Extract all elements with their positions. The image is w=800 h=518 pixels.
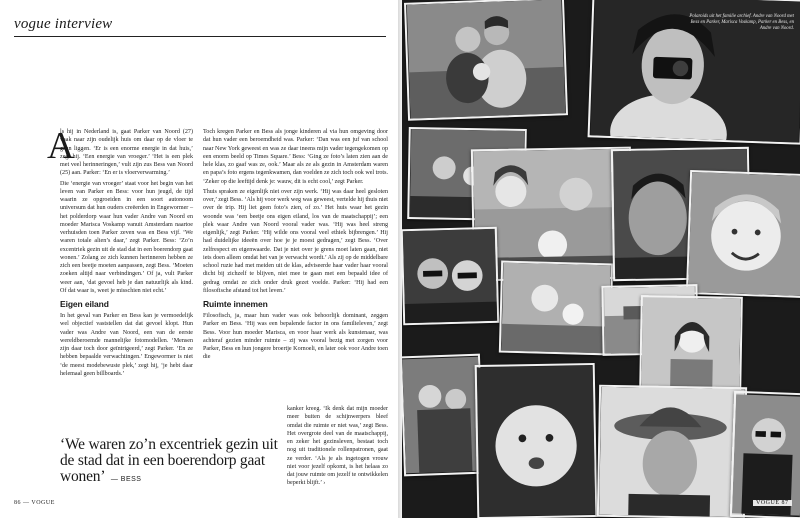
paragraph: Die ‘energie van vroeger’ staat voor het begin van het leven van Parker en Bess: voor hun jeugd, de tijd waarin ze opgroeiden in een soort autonoom universum dat hun ouders creëerden in Engewormer – het polderdorp waar hun vader Andre van Noord en moeder Marisca Voskamp vanuit Amsterdam naartoe verhuisden toen Parker zeven was en Bess vijf. ‘We waren totale alien’s daar,’ zegt Parker. Bess: ‘Zo’n excentriek gezin uit de stad dat in een boerendorp gaat wonen.’ Zolang ze zich kunnen herinneren hebben ze zich een beetje moeten aanpassen, zegt Bess. ‘Moeten zoeken altijd naar verbindingen.’ Of ja, vult Parker weer aan, ‘dat gevoel heb je dan natuurlijk als kind. Of dat waar is, weet je misschien niet echt.’ bbox=[60, 180, 193, 294]
photo-mother-and-child-image bbox=[501, 263, 611, 354]
drop-cap: A bbox=[47, 125, 75, 167]
subheading-eigen-eiland: Eigen eiland bbox=[60, 299, 109, 309]
pull-quote bbox=[60, 437, 290, 488]
text-column-2-continued bbox=[287, 405, 388, 490]
photo-collage-page bbox=[402, 0, 800, 518]
paragraph: kanker kreeg. ‘Ik denk dat mijn moeder meer buiten de schijnwerpers bleef omdat die ruimte er niet was,’ zegt Bess. Het overgrote deel van de maatschappij, en zeker het gezinsleven, bestaat toch nog uit traditionele rollenpatronen, gaat ze verder. ‘Als je als ingetogen vrouw niet voor jezelf opkomt, is het helaas zo dat jouw ruimte om jezelf te ontwikkelen beperkt blijft.’ › bbox=[287, 406, 388, 487]
paragraph: In het geval van Parker en Bess kan je vermoedelijk wel objectief vaststellen dat dat gevoel klopt. Hun vader was Andre van Noord, een van de eerste wereldberoemde mannelijke fotomodellen. ‘Mensen zijn daar toch door geïntrigeerd,’ zegt Parker. ‘En ze hebben bepaalde verwachtingen.’ Engewormer is niet ‘de meest modebewuste plek,’ zegt hij, ‘je hebt daar helemaal geen billboards.’ bbox=[60, 313, 193, 377]
photo-mother-and-child bbox=[499, 261, 613, 356]
text-column-1 bbox=[60, 128, 193, 380]
photo-woman-portrait bbox=[639, 295, 743, 393]
photo-woman-portrait-image bbox=[641, 297, 741, 391]
photo-couple-sunglasses-image bbox=[403, 229, 497, 323]
photo-smiling-child-image bbox=[688, 172, 800, 296]
photo-caption: Polaroids uit het familie archief. Andre van Noord met Bess en Parker, Marisca Voskamp, Parker en Bess, en Andre van Noord. bbox=[689, 14, 794, 32]
photo-couple-with-baby bbox=[404, 0, 568, 121]
folio-left: 86 — VOGUE bbox=[14, 500, 55, 506]
photo-man-with-hat-image bbox=[599, 387, 745, 517]
photo-couple-outdoors bbox=[402, 354, 484, 477]
paragraph: Toch kregen Parker en Bess als jonge kinderen al via hun omgeving door dat hun vader een beroemdheid was. Parker: ‘Dan was een juf van school naar New York geweest en was ze daar ineens mijn vader tegengekomen op een enorm beeld op Times Square.’ Bess: ‘Ging ze foto’s laten zien aan de hele klas, zo gaaf was ze, ook.’ Maar als ze als gezin in Amsterdam waren en papa’s foto ergens tegenkwamen, dan voelden ze zich toch ook wel trots. ‘Zeker op die leeftijd denk je: wauw, dit is echt cool,’ zegt Parker. bbox=[203, 129, 389, 185]
photo-man-with-glasses-image bbox=[732, 393, 800, 517]
photo-baby-closeup-image bbox=[477, 365, 596, 517]
photo-couple-sunglasses bbox=[402, 227, 499, 325]
pull-quote-text: ‘We waren zo’n excentriek gezin uit de stad dat in een boerendorp gaat wonen’ bbox=[60, 436, 278, 485]
photo-smiling-child bbox=[686, 170, 800, 298]
photo-man-with-glasses bbox=[730, 391, 800, 518]
text-column-2 bbox=[203, 128, 388, 364]
section-rule bbox=[14, 36, 386, 37]
photo-baby-closeup bbox=[475, 363, 598, 518]
section-label: vogue interview bbox=[14, 16, 113, 32]
pull-quote-attribution: — BESS bbox=[110, 476, 142, 483]
photo-man-with-hat bbox=[597, 385, 747, 518]
photo-couple-outdoors-image bbox=[402, 356, 482, 475]
left-page bbox=[0, 0, 398, 518]
paragraph: Filosofisch, ja, maar hun vader was ook behoorlijk dominant, zeggen Parker en Bess. ‘Hij was een bepalende factor in ons familieleven,’ zegt Bess. Voor hun moeder Marisca, en voor haar werk als kunstenaar, was achteraf gezien minder ruimte – zij was vooral bezig met zorgen voor Parker, Bess en hun jongere broertje Kornoeli, en later ook voor Andre toen die bbox=[203, 313, 388, 361]
folio-right: VOGUE 87 bbox=[753, 500, 792, 506]
paragraph: ls hij in Nederland is, gaat Parker van Noord (27) vaak naar zijn oudelijk huis om daar op de vloer te gaan liggen. ‘Er is een enorme energie in dat huis,’ zegt hij. ‘Een energie van vroeger.’ ‘Het is een plek met veel herinneringen,’ vult zijn zus Bess van Noord (25) aan. Parker: ‘En er is vloerverwarming.’ bbox=[60, 129, 193, 177]
subheading-ruimte-innemen: Ruimte innemen bbox=[203, 299, 268, 309]
photo-couple-with-baby-image bbox=[406, 0, 566, 119]
paragraph: Thuis spraken ze eigenlijk niet over zijn werk. ‘Hij was daar heel gesloten over,’ zegt Bess. ‘Als hij voor werk weg was geweest, vertelde hij thuis niet over de trip. Hij liet geen foto’s zien, of zo.’ Het huis waar het gezin woonde was ‘een beetje ons eigen eiland, los van de maatschappij’; een plek waar Andre van Noord vooral vader was. ‘Hij was heel streng eigenlijk,’ zegt Parker. ‘Hij wilde ons vooral veel ethiek bijbrengen.’ Hij had duidelijke ideeën over hoe je je moest gedragen,’ zegt Bess. ‘Over zelfrespect en eigenwaarde. Dat je niet over je grens moet laten gaan, niet iets doen alleen omdat het van je verwacht wordt.’ Als zij op de middelbare school ruzie had met meiden uit de klas, adviseerde haar vader haar vooral dicht bij zichzelf te blijven, niet mee te gaan met een bepaald idee of gedrag omdat ze zich onder druk gezet voelde. Parker: ‘Hij had een filosofische afstand tot het leven.’ bbox=[203, 188, 388, 294]
